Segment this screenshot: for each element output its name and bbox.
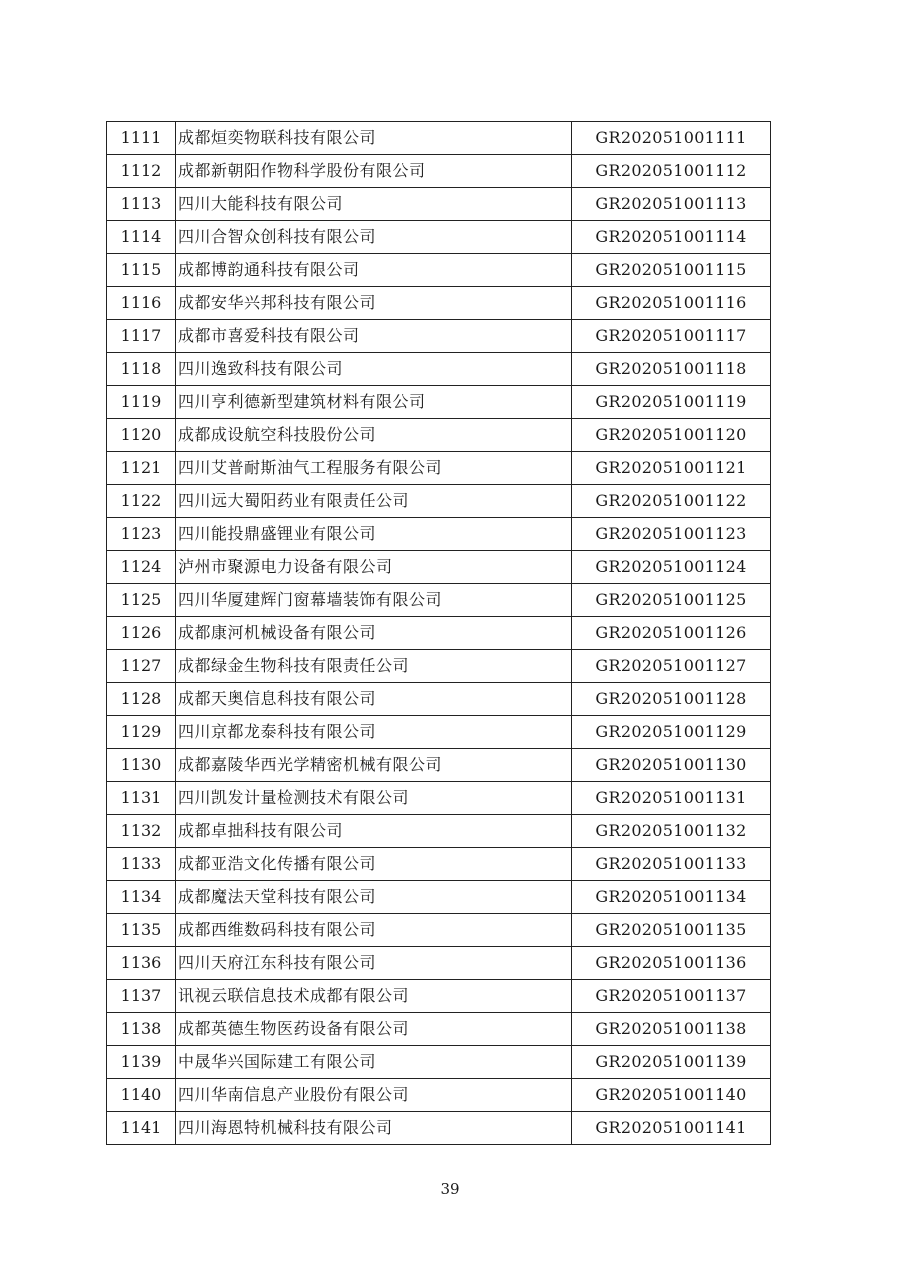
table-row [107, 617, 771, 650]
company-name-cell: 泸州市聚源电力设备有限公司 [176, 551, 572, 584]
company-name-cell: 四川华厦建辉门窗幕墙装饰有限公司 [176, 584, 572, 617]
row-number-cell: 1121 [107, 452, 176, 485]
certificate-number-cell: GR202051001119 [572, 386, 771, 419]
company-name-cell: 四川天府江东科技有限公司 [176, 947, 572, 980]
company-name-cell: 成都博韵通科技有限公司 [176, 254, 572, 287]
row-number-cell: 1128 [107, 683, 176, 716]
table-row [107, 683, 771, 716]
row-number-cell: 1115 [107, 254, 176, 287]
row-number-cell: 1111 [107, 122, 176, 155]
row-number-cell: 1135 [107, 914, 176, 947]
company-name-cell: 成都成设航空科技股份公司 [176, 419, 572, 452]
company-name-cell: 成都市喜爱科技有限公司 [176, 320, 572, 353]
company-name-cell: 成都烜奕物联科技有限公司 [176, 122, 572, 155]
certificate-number-cell: GR202051001128 [572, 683, 771, 716]
certificate-list-table [106, 121, 771, 1145]
company-name-cell: 四川艾普耐斯油气工程服务有限公司 [176, 452, 572, 485]
table-row [107, 782, 771, 815]
row-number-cell: 1117 [107, 320, 176, 353]
company-name-cell: 成都安华兴邦科技有限公司 [176, 287, 572, 320]
row-number-cell: 1116 [107, 287, 176, 320]
row-number-cell: 1132 [107, 815, 176, 848]
certificate-number-cell: GR202051001124 [572, 551, 771, 584]
company-name-cell: 四川大能科技有限公司 [176, 188, 572, 221]
table-row [107, 716, 771, 749]
certificate-list-table-container [106, 121, 770, 1145]
table-row [107, 254, 771, 287]
company-name-cell: 四川逸致科技有限公司 [176, 353, 572, 386]
row-number-cell: 1139 [107, 1046, 176, 1079]
row-number-cell: 1133 [107, 848, 176, 881]
row-number-cell: 1119 [107, 386, 176, 419]
company-name-cell: 成都绿金生物科技有限责任公司 [176, 650, 572, 683]
table-row [107, 947, 771, 980]
certificate-number-cell: GR202051001140 [572, 1079, 771, 1112]
company-name-cell: 四川能投鼎盛锂业有限公司 [176, 518, 572, 551]
certificate-number-cell: GR202051001138 [572, 1013, 771, 1046]
company-name-cell: 讯视云联信息技术成都有限公司 [176, 980, 572, 1013]
table-row [107, 914, 771, 947]
table-row [107, 1013, 771, 1046]
table-row [107, 386, 771, 419]
company-name-cell: 四川凯发计量检测技术有限公司 [176, 782, 572, 815]
table-row [107, 749, 771, 782]
certificate-number-cell: GR202051001117 [572, 320, 771, 353]
row-number-cell: 1137 [107, 980, 176, 1013]
row-number-cell: 1118 [107, 353, 176, 386]
row-number-cell: 1120 [107, 419, 176, 452]
table-row [107, 320, 771, 353]
certificate-number-cell: GR202051001118 [572, 353, 771, 386]
row-number-cell: 1125 [107, 584, 176, 617]
row-number-cell: 1136 [107, 947, 176, 980]
certificate-number-cell: GR202051001136 [572, 947, 771, 980]
table-row [107, 1079, 771, 1112]
table-row [107, 122, 771, 155]
certificate-number-cell: GR202051001131 [572, 782, 771, 815]
company-name-cell: 成都魔法天堂科技有限公司 [176, 881, 572, 914]
page-number: 39 [440, 1180, 460, 1198]
table-row [107, 188, 771, 221]
table-row [107, 584, 771, 617]
table-row [107, 485, 771, 518]
certificate-number-cell: GR202051001122 [572, 485, 771, 518]
certificate-number-cell: GR202051001111 [572, 122, 771, 155]
table-row [107, 980, 771, 1013]
company-name-cell: 成都嘉陵华西光学精密机械有限公司 [176, 749, 572, 782]
certificate-number-cell: GR202051001130 [572, 749, 771, 782]
row-number-cell: 1124 [107, 551, 176, 584]
row-number-cell: 1114 [107, 221, 176, 254]
certificate-number-cell: GR202051001115 [572, 254, 771, 287]
certificate-number-cell: GR202051001135 [572, 914, 771, 947]
table-row [107, 419, 771, 452]
certificate-number-cell: GR202051001116 [572, 287, 771, 320]
company-name-cell: 成都康河机械设备有限公司 [176, 617, 572, 650]
certificate-number-cell: GR202051001123 [572, 518, 771, 551]
row-number-cell: 1126 [107, 617, 176, 650]
certificate-number-cell: GR202051001114 [572, 221, 771, 254]
certificate-number-cell: GR202051001126 [572, 617, 771, 650]
certificate-number-cell: GR202051001141 [572, 1112, 771, 1145]
table-body [107, 122, 771, 1145]
company-name-cell: 成都英德生物医药设备有限公司 [176, 1013, 572, 1046]
certificate-number-cell: GR202051001120 [572, 419, 771, 452]
certificate-number-cell: GR202051001125 [572, 584, 771, 617]
certificate-number-cell: GR202051001121 [572, 452, 771, 485]
table-row [107, 155, 771, 188]
row-number-cell: 1134 [107, 881, 176, 914]
company-name-cell: 四川亨利德新型建筑材料有限公司 [176, 386, 572, 419]
row-number-cell: 1113 [107, 188, 176, 221]
row-number-cell: 1140 [107, 1079, 176, 1112]
table-row [107, 1112, 771, 1145]
company-name-cell: 成都亚浩文化传播有限公司 [176, 848, 572, 881]
company-name-cell: 四川海恩特机械科技有限公司 [176, 1112, 572, 1145]
table-row [107, 650, 771, 683]
table-row [107, 551, 771, 584]
company-name-cell: 成都天奥信息科技有限公司 [176, 683, 572, 716]
row-number-cell: 1112 [107, 155, 176, 188]
certificate-number-cell: GR202051001132 [572, 815, 771, 848]
table-row [107, 1046, 771, 1079]
table-row [107, 518, 771, 551]
company-name-cell: 四川京都龙泰科技有限公司 [176, 716, 572, 749]
table-row [107, 848, 771, 881]
company-name-cell: 成都卓拙科技有限公司 [176, 815, 572, 848]
row-number-cell: 1122 [107, 485, 176, 518]
table-row [107, 452, 771, 485]
company-name-cell: 中晟华兴国际建工有限公司 [176, 1046, 572, 1079]
certificate-number-cell: GR202051001113 [572, 188, 771, 221]
company-name-cell: 四川华南信息产业股份有限公司 [176, 1079, 572, 1112]
table-row [107, 353, 771, 386]
row-number-cell: 1127 [107, 650, 176, 683]
certificate-number-cell: GR202051001112 [572, 155, 771, 188]
row-number-cell: 1130 [107, 749, 176, 782]
company-name-cell: 成都新朝阳作物科学股份有限公司 [176, 155, 572, 188]
row-number-cell: 1129 [107, 716, 176, 749]
table-row [107, 287, 771, 320]
row-number-cell: 1123 [107, 518, 176, 551]
company-name-cell: 四川合智众创科技有限公司 [176, 221, 572, 254]
row-number-cell: 1131 [107, 782, 176, 815]
row-number-cell: 1141 [107, 1112, 176, 1145]
certificate-number-cell: GR202051001133 [572, 848, 771, 881]
company-name-cell: 成都西维数码科技有限公司 [176, 914, 572, 947]
certificate-number-cell: GR202051001134 [572, 881, 771, 914]
certificate-number-cell: GR202051001129 [572, 716, 771, 749]
company-name-cell: 四川远大蜀阳药业有限责任公司 [176, 485, 572, 518]
table-row [107, 815, 771, 848]
certificate-number-cell: GR202051001139 [572, 1046, 771, 1079]
table-row [107, 221, 771, 254]
certificate-number-cell: GR202051001137 [572, 980, 771, 1013]
table-row [107, 881, 771, 914]
certificate-number-cell: GR202051001127 [572, 650, 771, 683]
row-number-cell: 1138 [107, 1013, 176, 1046]
